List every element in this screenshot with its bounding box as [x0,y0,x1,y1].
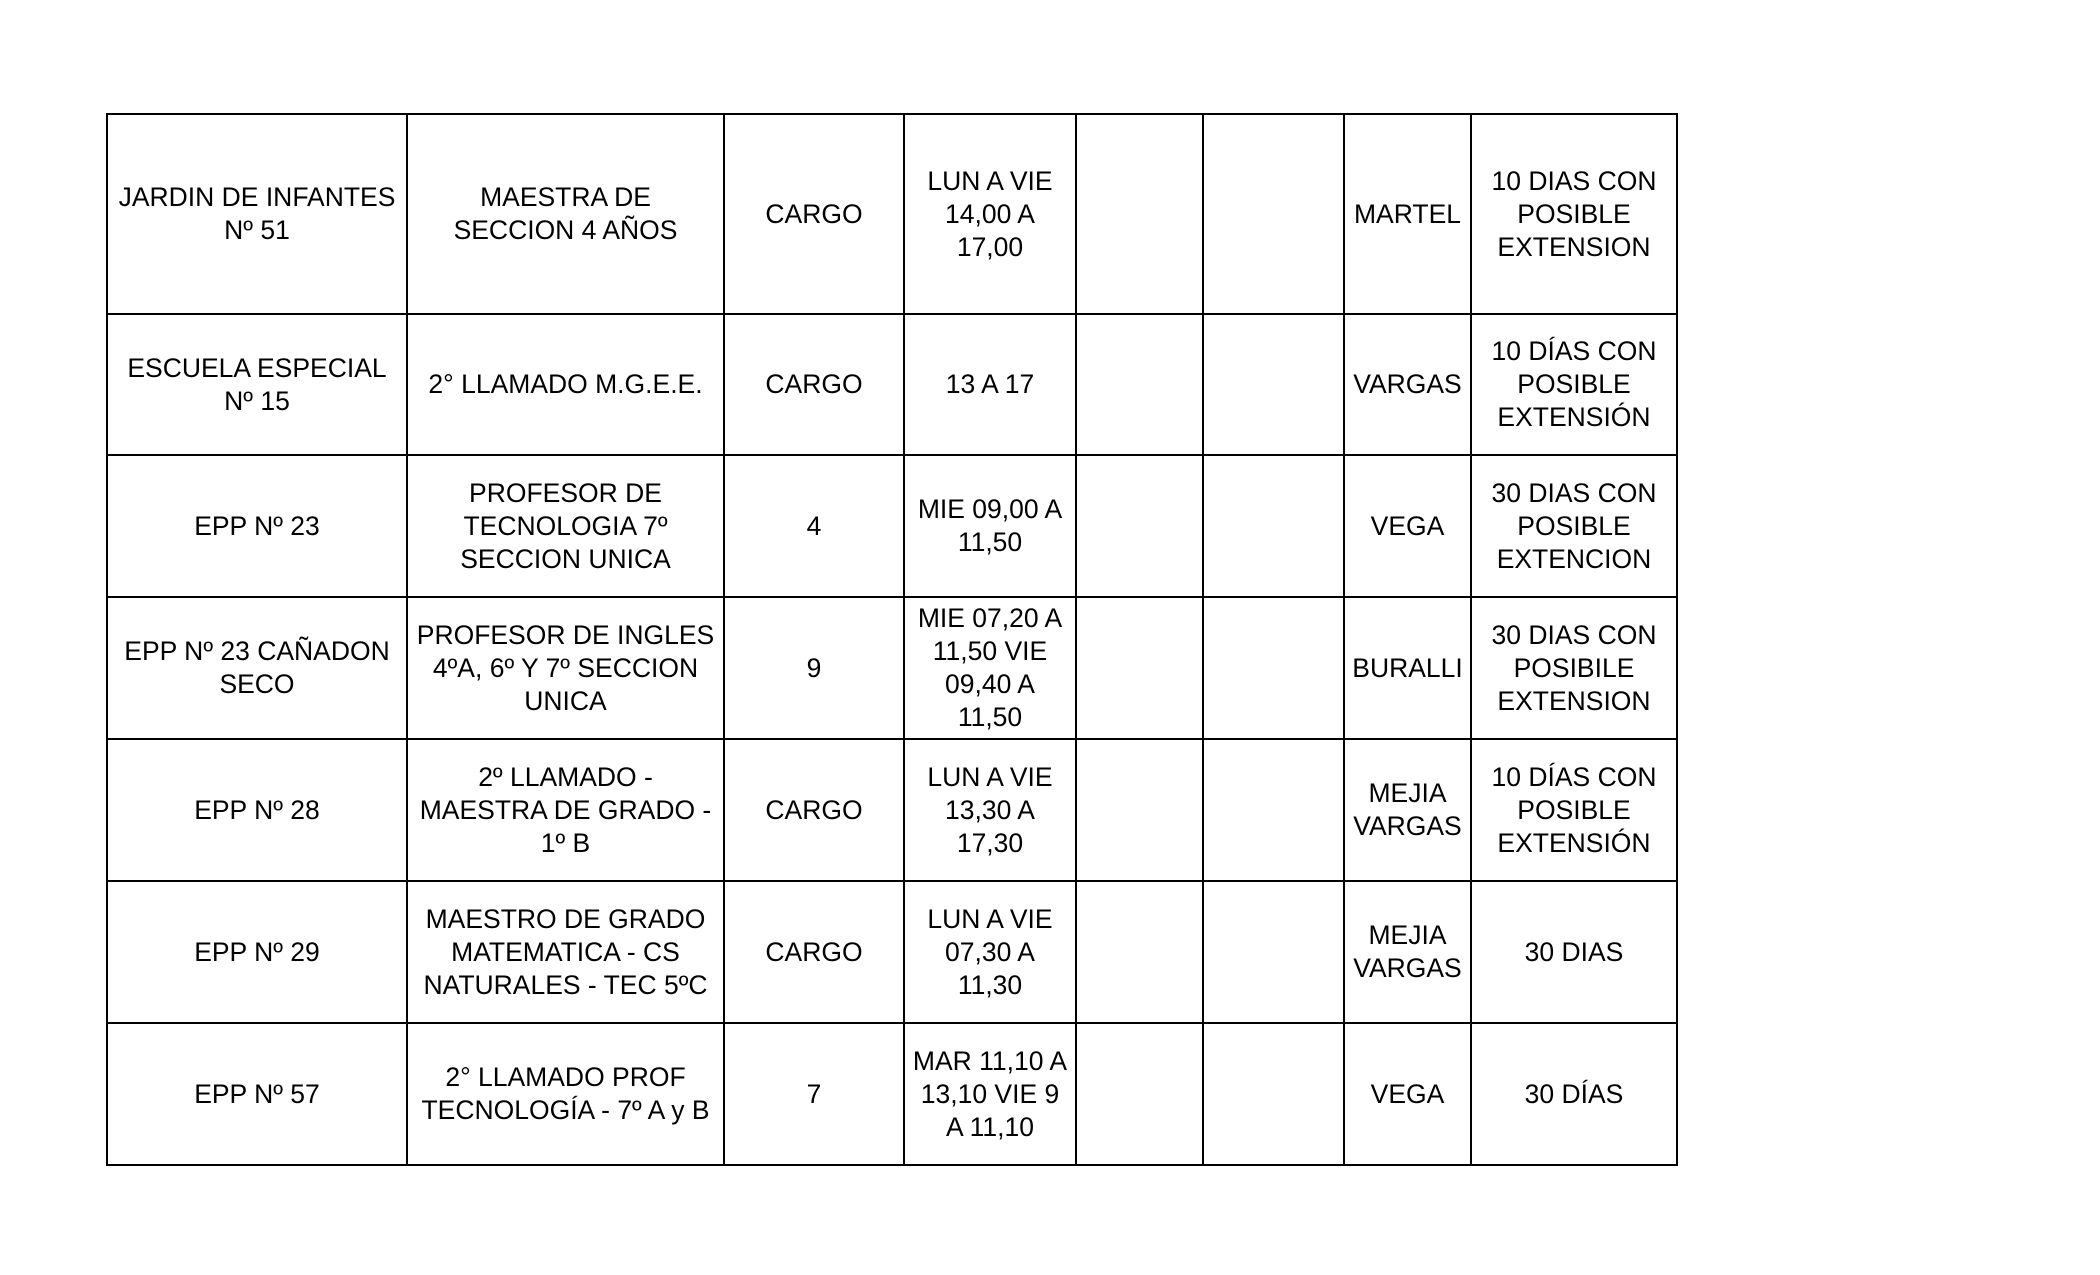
school-cell: JARDIN DE INFANTES Nº 51 [107,114,407,314]
schedule-cell: MAR 11,10 A 13,10 VIE 9 A 11,10 [904,1023,1076,1165]
school-cell: ESCUELA ESPECIAL Nº 15 [107,314,407,455]
school-cell: EPP Nº 57 [107,1023,407,1165]
position-cell: MAESTRA DE SECCION 4 AÑOS [407,114,724,314]
duration-cell: 10 DÍAS CON POSIBLE EXTENSIÓN [1471,739,1677,881]
school-cell: EPP Nº 29 [107,881,407,1023]
table-row [107,881,1677,1023]
duration-cell: 30 DIAS CON POSIBLE EXTENCION [1471,455,1677,597]
area-cell: BURALLI [1344,597,1471,739]
empty-cell [1076,739,1203,881]
hours-cell: CARGO [724,114,904,314]
table-row [107,739,1677,881]
empty-cell [1076,455,1203,597]
empty-cell [1203,881,1344,1023]
empty-cell [1203,114,1344,314]
position-cell: PROFESOR DE INGLES 4ºA, 6º Y 7º SECCION UNICA [407,597,724,739]
empty-cell [1203,1023,1344,1165]
position-cell: MAESTRO DE GRADO MATEMATICA - CS NATURALES - TEC 5ºC [407,881,724,1023]
empty-cell [1203,739,1344,881]
duration-cell: 10 DIAS CON POSIBLE EXTENSION [1471,114,1677,314]
hours-cell: CARGO [724,881,904,1023]
table-row [107,455,1677,597]
schedule-cell: LUN A VIE 14,00 A 17,00 [904,114,1076,314]
area-cell: MEJIA VARGAS [1344,881,1471,1023]
table-row [107,1023,1677,1165]
empty-cell [1076,314,1203,455]
position-cell: PROFESOR DE TECNOLOGIA 7º SECCION UNICA [407,455,724,597]
hours-cell: 7 [724,1023,904,1165]
document-sheet [106,113,1678,1166]
empty-cell [1203,597,1344,739]
schedule-cell: LUN A VIE 13,30 A 17,30 [904,739,1076,881]
empty-cell [1076,881,1203,1023]
duration-cell: 30 DIAS CON POSIBILE EXTENSION [1471,597,1677,739]
position-cell: 2º LLAMADO - MAESTRA DE GRADO - 1º B [407,739,724,881]
school-cell: EPP Nº 28 [107,739,407,881]
area-cell: VARGAS [1344,314,1471,455]
area-cell: MEJIA VARGAS [1344,739,1471,881]
duration-cell: 30 DÍAS [1471,1023,1677,1165]
schedule-cell: MIE 07,20 A 11,50 VIE 09,40 A 11,50 [904,597,1076,739]
vacancies-table [106,113,1678,1166]
area-cell: VEGA [1344,455,1471,597]
hours-cell: CARGO [724,739,904,881]
school-cell: EPP Nº 23 CAÑADON SECO [107,597,407,739]
hours-cell: 9 [724,597,904,739]
schedule-cell: 13 A 17 [904,314,1076,455]
table-row [107,597,1677,739]
empty-cell [1203,455,1344,597]
table-row [107,314,1677,455]
area-cell: MARTEL [1344,114,1471,314]
schedule-cell: MIE 09,00 A 11,50 [904,455,1076,597]
duration-cell: 10 DÍAS CON POSIBLE EXTENSIÓN [1471,314,1677,455]
table-row [107,114,1677,314]
empty-cell [1076,1023,1203,1165]
duration-cell: 30 DIAS [1471,881,1677,1023]
area-cell: VEGA [1344,1023,1471,1165]
hours-cell: CARGO [724,314,904,455]
position-cell: 2° LLAMADO M.G.E.E. [407,314,724,455]
school-cell: EPP Nº 23 [107,455,407,597]
empty-cell [1203,314,1344,455]
position-cell: 2° LLAMADO PROF TECNOLOGÍA - 7º A y B [407,1023,724,1165]
hours-cell: 4 [724,455,904,597]
empty-cell [1076,114,1203,314]
empty-cell [1076,597,1203,739]
schedule-cell: LUN A VIE 07,30 A 11,30 [904,881,1076,1023]
